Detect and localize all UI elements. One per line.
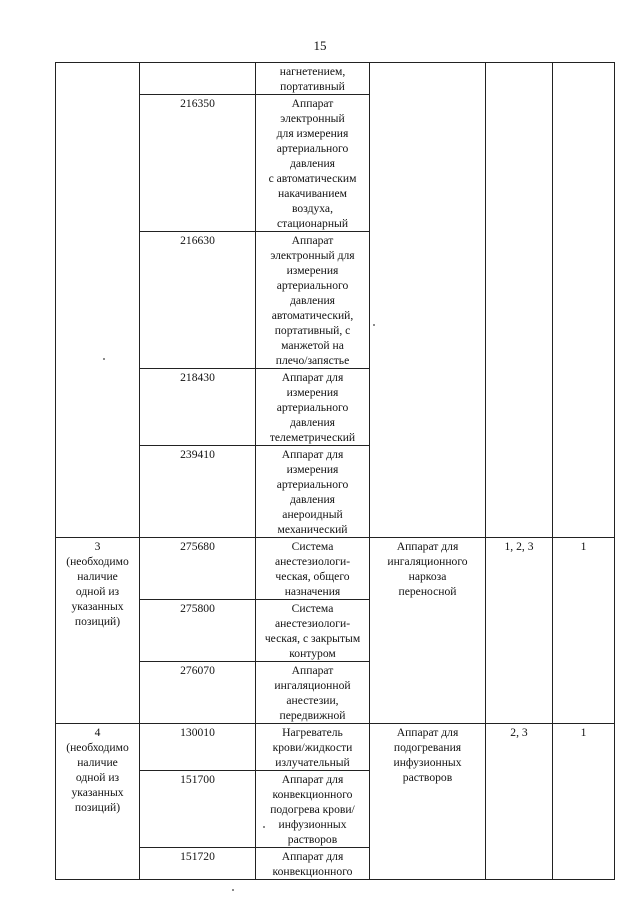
name-cell <box>256 538 370 600</box>
apparatus-cell <box>370 724 486 880</box>
scan-speck <box>232 889 234 891</box>
text-line: портативный <box>280 80 345 93</box>
code-cell: 218430 <box>140 369 256 446</box>
scan-speck <box>263 826 265 828</box>
levels-cell: 1, 2, 3 <box>486 538 553 724</box>
text-line: инфузионных <box>278 818 347 831</box>
text-line: артериального <box>276 279 349 292</box>
quantity-cell <box>553 63 615 538</box>
text-line: воздуха, <box>292 202 333 215</box>
text-line: Аппарат для <box>281 773 344 786</box>
text-line: артериального <box>276 478 349 491</box>
name-cell <box>256 662 370 724</box>
text-line: электронный <box>280 112 345 125</box>
text-line: 4 <box>94 726 101 739</box>
code-cell: 275800 <box>140 600 256 662</box>
text-line: наличие <box>77 570 118 583</box>
text-line: манжетой на <box>281 339 344 352</box>
text-line: давления <box>289 294 336 307</box>
code-cell: 275680 <box>140 538 256 600</box>
text-line: ческая, общего <box>275 570 350 583</box>
levels-cell: 2, 3 <box>486 724 553 880</box>
position-cell <box>56 538 140 724</box>
text-line: излучательный <box>275 756 350 769</box>
position-cell <box>56 63 140 538</box>
name-cell <box>256 848 370 880</box>
text-line: Аппарат для <box>281 448 344 461</box>
quantity-cell: 1 <box>553 538 615 724</box>
name-cell <box>256 771 370 848</box>
text-line: ингаляционного <box>387 555 468 568</box>
text-line: анероидный <box>282 508 343 521</box>
text-line: плечо/запястье <box>275 354 350 367</box>
name-cell <box>256 95 370 232</box>
text-line: давления <box>289 157 336 170</box>
text-line: ческая, с закрытым <box>264 632 361 645</box>
text-line: конвекционного <box>272 788 353 801</box>
text-line: давления <box>289 416 336 429</box>
text-line: назначения <box>284 585 341 598</box>
text-line: Аппарат <box>291 97 334 110</box>
code-cell: 276070 <box>140 662 256 724</box>
code-cell: 130010 <box>140 724 256 771</box>
text-line: Аппарат для <box>396 540 459 553</box>
text-line: электронный для <box>270 249 355 262</box>
text-line: Аппарат для <box>396 726 459 739</box>
text-line: Нагреватель <box>282 726 343 739</box>
table-row <box>56 63 615 95</box>
text-line: подогревания <box>393 741 462 754</box>
text-line: Аппарат <box>291 664 334 677</box>
code-cell: 216350 <box>140 95 256 232</box>
text-line: растворов <box>402 771 453 784</box>
text-line: передвижной <box>279 709 346 722</box>
code-cell: 151720 <box>140 848 256 880</box>
text-line: анестезиологи- <box>274 617 351 630</box>
code-cell: 239410 <box>140 446 256 538</box>
text-line: указанных <box>71 600 124 613</box>
text-line: переносной <box>398 585 457 598</box>
text-line: инфузионных <box>393 756 462 769</box>
page-number: 15 <box>313 38 327 53</box>
text-line: подогрева крови/ <box>270 803 355 816</box>
text-line: измерения <box>286 463 339 476</box>
text-line: автоматический, <box>271 309 354 322</box>
text-line: позиций) <box>74 615 121 628</box>
position-cell <box>56 724 140 880</box>
text-line: одной из <box>75 585 120 598</box>
scan-speck <box>373 324 375 326</box>
name-cell <box>256 369 370 446</box>
text-line: телеметрический <box>269 431 356 444</box>
text-line: конвекционного <box>272 865 353 878</box>
text-line: указанных <box>71 786 124 799</box>
text-line: артериального <box>276 142 349 155</box>
text-line: ингаляционной <box>274 679 351 692</box>
scan-speck <box>103 358 105 360</box>
apparatus-cell <box>370 63 486 538</box>
text-line: Аппарат <box>291 234 334 247</box>
levels-cell <box>486 63 553 538</box>
name-cell <box>256 724 370 771</box>
text-line: растворов <box>287 833 338 846</box>
name-cell <box>256 446 370 538</box>
text-line: (необходимо <box>66 555 129 568</box>
text-line: одной из <box>75 771 120 784</box>
text-line: накачиванием <box>278 187 347 200</box>
text-line: артериального <box>276 401 349 414</box>
name-cell <box>256 63 370 95</box>
text-line: наличие <box>77 756 118 769</box>
code-cell <box>140 63 256 95</box>
text-line: позиций) <box>74 801 121 814</box>
text-line: Система <box>291 540 334 553</box>
text-line: контуром <box>289 647 336 660</box>
text-line: с автоматическим <box>268 172 357 185</box>
table-row <box>56 724 615 771</box>
code-cell: 216630 <box>140 232 256 369</box>
text-line: стационарный <box>276 217 349 230</box>
code-cell: 151700 <box>140 771 256 848</box>
name-cell <box>256 600 370 662</box>
text-line: (необходимо <box>66 741 129 754</box>
text-line: Аппарат для <box>281 371 344 384</box>
equipment-table <box>55 62 615 880</box>
text-line: давления <box>289 493 336 506</box>
quantity-cell: 1 <box>553 724 615 880</box>
text-line: нагнетением, <box>279 65 346 78</box>
text-line: измерения <box>286 264 339 277</box>
text-line: крови/жидкости <box>272 741 353 754</box>
table-row <box>56 538 615 600</box>
text-line: Система <box>291 602 334 615</box>
apparatus-cell <box>370 538 486 724</box>
name-cell <box>256 232 370 369</box>
text-line: наркоза <box>408 570 447 583</box>
text-line: портативный, с <box>274 324 351 337</box>
text-line: 3 <box>94 540 101 553</box>
text-line: механический <box>277 523 348 536</box>
text-line: измерения <box>286 386 339 399</box>
text-line: для измерения <box>276 127 349 140</box>
text-line: анестезии, <box>286 694 339 707</box>
text-line: анестезиологи- <box>274 555 351 568</box>
text-line: Аппарат для <box>281 850 344 863</box>
